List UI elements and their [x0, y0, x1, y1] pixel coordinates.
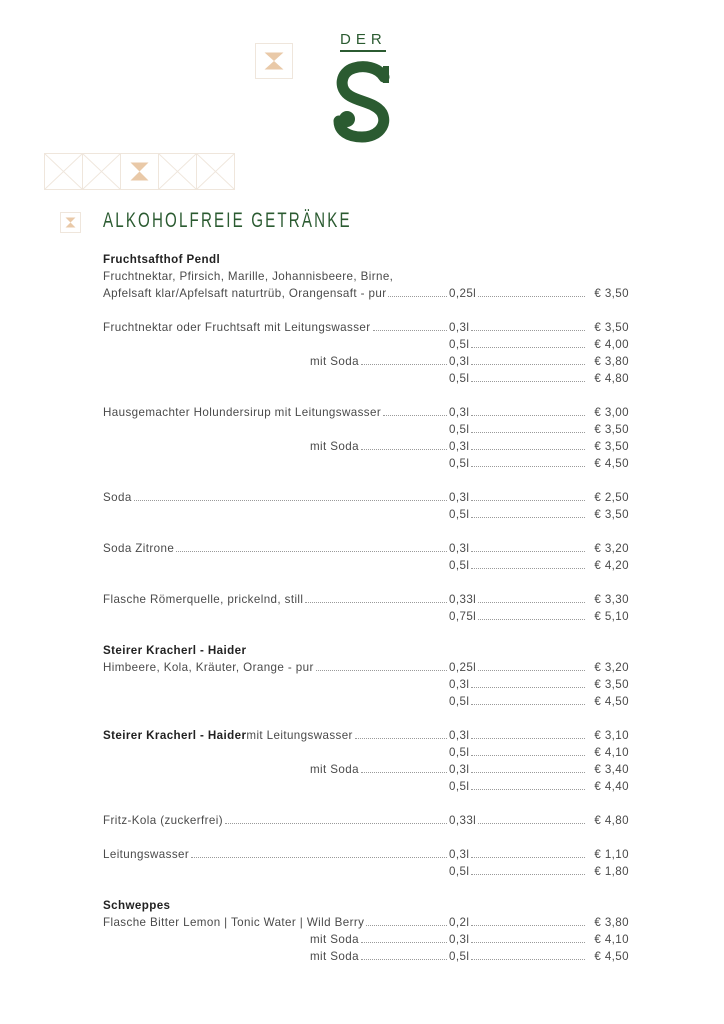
item-price: € 4,80: [594, 372, 629, 385]
item-price: € 4,10: [594, 933, 629, 946]
item-name-cell: [103, 404, 449, 421]
menu-item: [103, 421, 629, 438]
item-name: Flasche Römerquelle, prickelnd, still: [103, 593, 304, 606]
item-name-cell: [103, 285, 449, 302]
dotted-leader: [191, 846, 447, 858]
item-size: 0,3l: [449, 848, 470, 861]
item-name-cell: [103, 370, 449, 387]
item-price: € 3,30: [594, 593, 629, 606]
item-name-cell: [103, 863, 449, 880]
menu-item: [103, 370, 629, 387]
item-price: € 3,50: [594, 440, 629, 453]
logo-s-icon: [328, 61, 396, 143]
cross-ornament: [44, 153, 83, 190]
item-price: € 5,10: [594, 610, 629, 623]
item-price: € 3,50: [594, 678, 629, 691]
item-name-cell: [103, 931, 449, 948]
dotted-leader: [471, 931, 585, 943]
item-name-cell: [103, 319, 449, 336]
item-size-cell: [449, 285, 587, 302]
item-size: 0,33l: [449, 593, 477, 606]
item-name-cell: [103, 761, 449, 778]
item-size: 0,5l: [449, 372, 470, 385]
menu-item: [103, 404, 629, 421]
item-price: € 1,10: [594, 848, 629, 861]
item-price: € 3,80: [594, 916, 629, 929]
item-name-cell: [103, 336, 449, 353]
menu-item: [103, 319, 629, 336]
dotted-leader: [383, 404, 447, 416]
spacer: [103, 710, 629, 727]
dotted-leader: [478, 591, 585, 603]
item-name: mit Soda: [310, 440, 359, 453]
item-size: 0,3l: [449, 406, 470, 419]
dotted-leader: [471, 489, 585, 501]
menu-item: [103, 591, 629, 608]
dotted-leader: [471, 370, 585, 382]
dotted-leader: [471, 506, 585, 518]
dotted-leader: [361, 761, 447, 773]
item-name-cell: [103, 591, 449, 608]
item-name-cell: [103, 506, 449, 523]
spacer: [103, 625, 629, 642]
item-size: 0,5l: [449, 457, 470, 470]
spacer: [103, 880, 629, 897]
item-size-cell: [449, 914, 587, 931]
item-size-cell: [449, 370, 587, 387]
hourglass-ornament: [255, 43, 293, 79]
dotted-leader: [316, 659, 447, 671]
dotted-leader: [471, 455, 585, 467]
item-name: mit Leitungswasser: [246, 729, 353, 742]
dotted-leader: [471, 948, 585, 960]
item-name: Leitungswasser: [103, 848, 190, 861]
dotted-leader: [471, 557, 585, 569]
item-name: mit Soda: [310, 355, 359, 368]
item-name-cell: [103, 438, 449, 455]
item-price: € 4,50: [594, 457, 629, 470]
item-price: € 4,00: [594, 338, 629, 351]
item-size-cell: [449, 336, 587, 353]
menu-subheading: [103, 897, 629, 914]
dotted-leader: [471, 744, 585, 756]
item-size-cell: [449, 489, 587, 506]
item-name: mit Soda: [310, 950, 359, 963]
dotted-leader: [471, 404, 585, 416]
item-price: € 4,40: [594, 780, 629, 793]
item-name-cell: [103, 914, 449, 931]
item-price: € 3,50: [594, 508, 629, 521]
item-size-cell: [449, 421, 587, 438]
item-size: 0,3l: [449, 763, 470, 776]
item-size: 0,3l: [449, 678, 470, 691]
menu-item: [103, 744, 629, 761]
menu-item: [103, 761, 629, 778]
dotted-leader: [305, 591, 447, 603]
item-description: Fruchtnektar, Pfirsich, Marille, Johannisbeere, Birne,: [103, 270, 394, 283]
menu-item: [103, 438, 629, 455]
item-name: Soda: [103, 491, 132, 504]
spacer: [103, 795, 629, 812]
dotted-leader: [478, 812, 585, 824]
item-name-cell: [103, 455, 449, 472]
menu-item: [103, 948, 629, 965]
dotted-leader: [471, 846, 585, 858]
cross-ornament: [82, 153, 121, 190]
dotted-leader: [471, 319, 585, 331]
item-size-cell: [449, 948, 587, 965]
menu-item: [103, 540, 629, 557]
item-size-cell: [449, 591, 587, 608]
item-name: mit Soda: [310, 933, 359, 946]
dotted-leader: [478, 659, 585, 671]
item-size-cell: [449, 863, 587, 880]
dotted-leader: [471, 914, 585, 926]
dotted-leader: [471, 336, 585, 348]
spacer: [103, 472, 629, 489]
dotted-leader: [361, 948, 447, 960]
item-name-cell: [103, 812, 449, 829]
item-size: 0,75l: [449, 610, 477, 623]
dotted-leader: [471, 693, 585, 705]
menu-item: [103, 285, 629, 302]
item-name-cell: [103, 489, 449, 506]
menu-item: [103, 863, 629, 880]
item-price: € 3,20: [594, 661, 629, 674]
item-name: Fruchtnektar oder Fruchtsaft mit Leitungswasser: [103, 321, 371, 334]
item-size: 0,3l: [449, 933, 470, 946]
item-price: € 4,50: [594, 950, 629, 963]
item-size: 0,25l: [449, 661, 477, 674]
spacer: [103, 829, 629, 846]
item-name: Flasche Bitter Lemon | Tonic Water | Wild Berry: [103, 916, 365, 929]
item-name: Himbeere, Kola, Kräuter, Orange - pur: [103, 661, 314, 674]
item-price: € 4,50: [594, 695, 629, 708]
item-name-cell: [103, 948, 449, 965]
dotted-leader: [471, 353, 585, 365]
item-price: € 3,20: [594, 542, 629, 555]
menu-item: [103, 693, 629, 710]
item-size: 0,3l: [449, 542, 470, 555]
dotted-leader: [361, 353, 447, 365]
item-name: mit Soda: [310, 763, 359, 776]
item-name: Soda Zitrone: [103, 542, 175, 555]
item-name-cell: [103, 353, 449, 370]
item-price: € 3,40: [594, 763, 629, 776]
item-size-cell: [449, 676, 587, 693]
item-price: € 3,00: [594, 406, 629, 419]
item-size-cell: [449, 319, 587, 336]
dotted-leader: [134, 489, 447, 501]
item-name-cell: [103, 557, 449, 574]
item-size-cell: [449, 659, 587, 676]
dotted-leader: [373, 319, 447, 331]
item-price: € 1,80: [594, 865, 629, 878]
item-size: 0,2l: [449, 916, 470, 929]
cross-ornament: [158, 153, 197, 190]
spacer: [103, 574, 629, 591]
spacer: [103, 302, 629, 319]
item-price: € 3,10: [594, 729, 629, 742]
dotted-leader: [471, 727, 585, 739]
item-size: 0,5l: [449, 559, 470, 572]
item-price: € 4,20: [594, 559, 629, 572]
item-price: € 4,80: [594, 814, 629, 827]
item-size-cell: [449, 812, 587, 829]
item-size: 0,5l: [449, 746, 470, 759]
menu-item: [103, 455, 629, 472]
menu-subheading: [103, 251, 629, 268]
dotted-leader: [471, 421, 585, 433]
subheading-text: Steirer Kracherl - Haider: [103, 644, 247, 657]
item-name-cell: [103, 846, 449, 863]
subheading-text: Schweppes: [103, 899, 171, 912]
item-size: 0,3l: [449, 440, 470, 453]
dotted-leader: [471, 761, 585, 773]
hourglass-ornament: [120, 153, 159, 190]
item-size-cell: [449, 693, 587, 710]
menu-item: [103, 268, 629, 285]
item-name-bold: Steirer Kracherl - Haider: [103, 729, 247, 742]
item-name-cell: [103, 676, 449, 693]
menu-item: [103, 489, 629, 506]
dotted-leader: [471, 676, 585, 688]
item-size-cell: [449, 557, 587, 574]
hourglass-icon: [60, 212, 81, 233]
item-size-cell: [449, 455, 587, 472]
logo-der: DER: [340, 31, 386, 52]
item-size: 0,5l: [449, 865, 470, 878]
menu-item: [103, 778, 629, 795]
item-size: 0,5l: [449, 508, 470, 521]
item-name-cell: [103, 540, 449, 557]
item-size-cell: [449, 778, 587, 795]
menu-item: [103, 812, 629, 829]
dotted-leader: [176, 540, 447, 552]
item-size-cell: [449, 506, 587, 523]
item-size-cell: [449, 931, 587, 948]
item-name-cell: [103, 608, 449, 625]
dotted-leader: [361, 931, 447, 943]
menu-item: [103, 727, 629, 744]
menu-list: [103, 251, 629, 965]
menu-item: [103, 506, 629, 523]
item-name-cell: [103, 778, 449, 795]
logo-s: [328, 61, 396, 143]
item-name: Hausgemachter Holundersirup mit Leitungswasser: [103, 406, 382, 419]
menu-item: [103, 676, 629, 693]
item-name-cell: [103, 421, 449, 438]
item-size: 0,3l: [449, 729, 470, 742]
item-name-cell: [103, 744, 449, 761]
item-size-cell: [449, 608, 587, 625]
item-size: 0,3l: [449, 491, 470, 504]
item-size: 0,25l: [449, 287, 477, 300]
dotted-leader: [225, 812, 447, 824]
dotted-leader: [471, 540, 585, 552]
menu-item: [103, 336, 629, 353]
item-size-cell: [449, 846, 587, 863]
item-price: € 2,50: [594, 491, 629, 504]
dotted-leader: [366, 914, 447, 926]
item-price: € 4,10: [594, 746, 629, 759]
item-size-cell: [449, 540, 587, 557]
item-name-cell: [103, 659, 449, 676]
item-size: 0,33l: [449, 814, 477, 827]
item-size: 0,5l: [449, 338, 470, 351]
dotted-leader: [355, 727, 447, 739]
menu-subheading: [103, 642, 629, 659]
subheading-text: Fruchtsafthof Pendl: [103, 253, 221, 266]
item-size-cell: [449, 744, 587, 761]
dotted-leader: [478, 285, 585, 297]
menu-item: [103, 931, 629, 948]
item-size-cell: [449, 404, 587, 421]
menu-item: [103, 914, 629, 931]
item-price: € 3,50: [594, 321, 629, 334]
spacer: [103, 523, 629, 540]
item-name: Apfelsaft klar/Apfelsaft naturtrüb, Orangensaft - pur: [103, 287, 387, 300]
menu-item: [103, 557, 629, 574]
dotted-leader: [471, 438, 585, 450]
menu-item: [103, 353, 629, 370]
item-size-cell: [449, 438, 587, 455]
item-price: € 3,50: [594, 423, 629, 436]
item-size: 0,3l: [449, 355, 470, 368]
dotted-leader: [471, 778, 585, 790]
item-name-cell: [103, 693, 449, 710]
item-price: € 3,80: [594, 355, 629, 368]
item-size: 0,3l: [449, 321, 470, 334]
dotted-leader: [471, 863, 585, 875]
spacer: [103, 387, 629, 404]
menu-item: [103, 659, 629, 676]
cross-ornament: [196, 153, 235, 190]
dotted-leader: [388, 285, 447, 297]
menu-item: [103, 608, 629, 625]
item-size: 0,5l: [449, 695, 470, 708]
item-name-cell: [103, 727, 449, 744]
menu-item: [103, 846, 629, 863]
item-name: Fritz-Kola (zuckerfrei): [103, 814, 223, 827]
dotted-leader: [361, 438, 447, 450]
item-size: 0,5l: [449, 780, 470, 793]
section-title: ALKOHOLFREIE GETRÄNKE: [103, 209, 352, 232]
dotted-leader: [478, 608, 585, 620]
item-price: € 3,50: [594, 287, 629, 300]
item-size: 0,5l: [449, 950, 470, 963]
item-size-cell: [449, 727, 587, 744]
item-size: 0,5l: [449, 423, 470, 436]
item-size-cell: [449, 353, 587, 370]
item-size-cell: [449, 761, 587, 778]
